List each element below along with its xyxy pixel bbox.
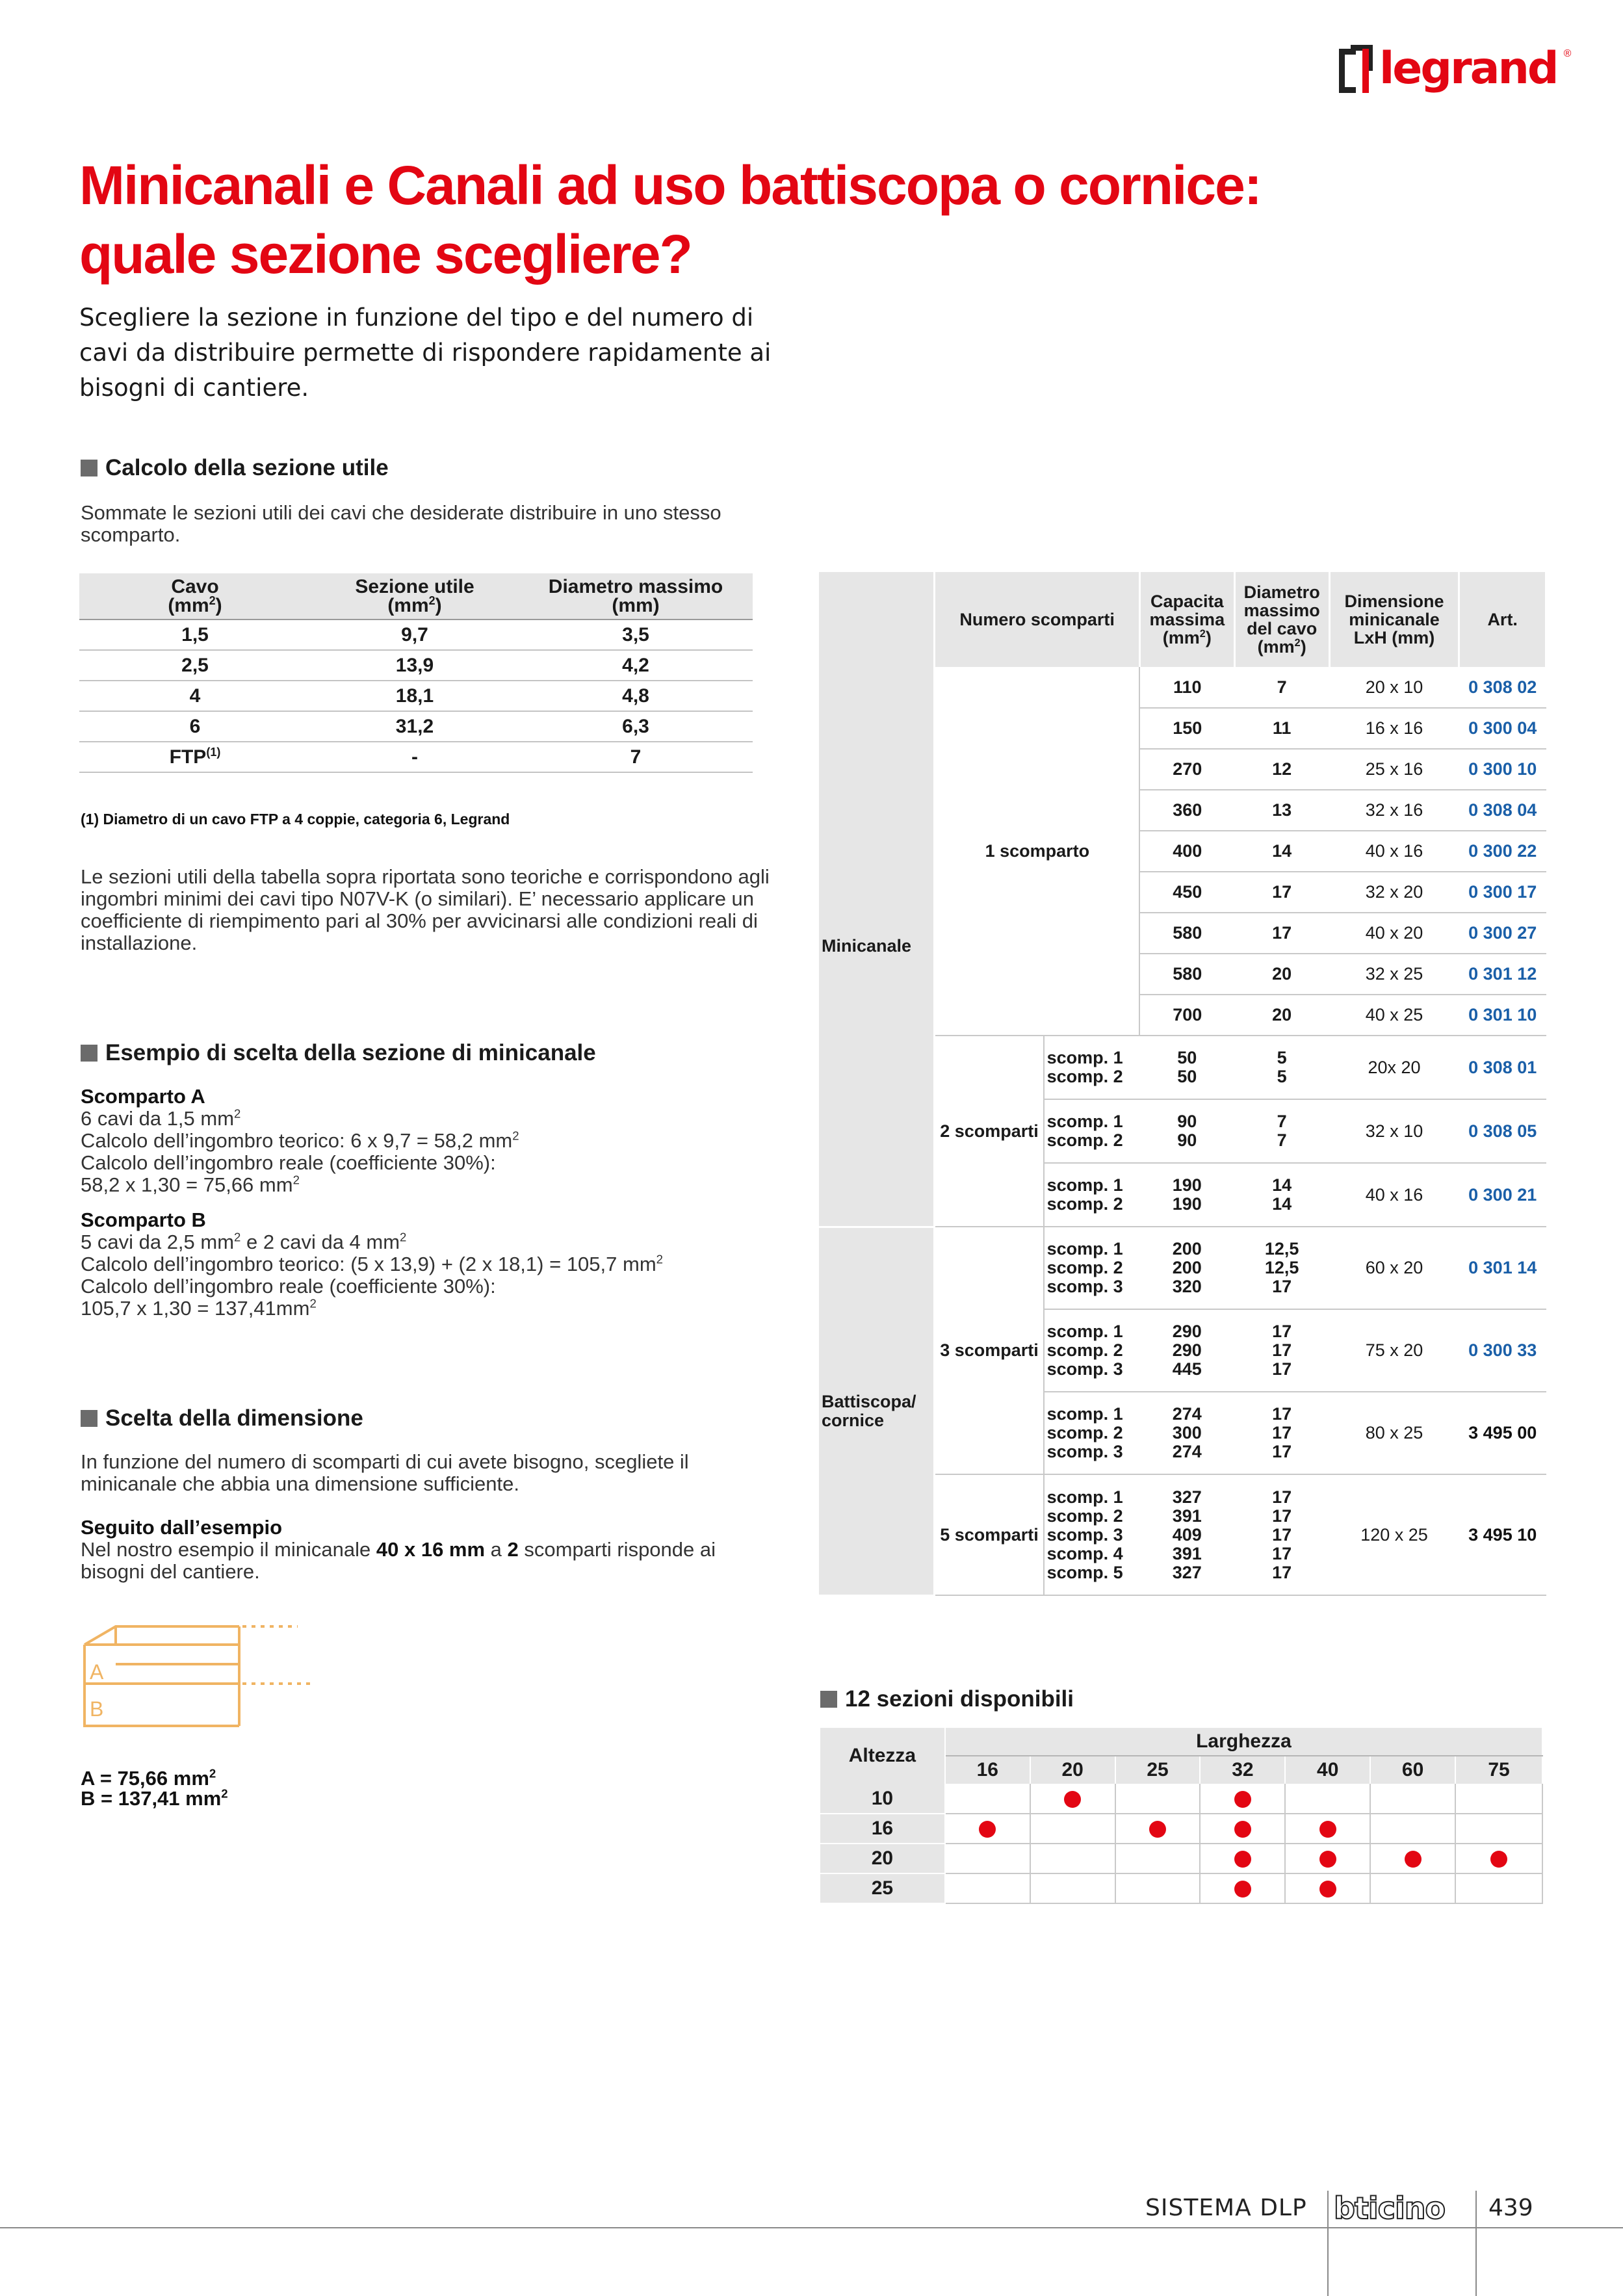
three-scomparti-label: 3 scomparti xyxy=(935,1227,1044,1474)
available-dot-icon xyxy=(979,1821,996,1838)
page-title-line1: Minicanali e Canali ad uso battiscopa o cornice: xyxy=(79,155,1261,216)
sezioni-table xyxy=(820,1728,1543,1904)
available-dot-icon xyxy=(1234,1881,1251,1898)
available-dot-icon xyxy=(1234,1791,1251,1808)
height-label: 25 xyxy=(820,1873,945,1903)
five-scomparti-label: 5 scomparti xyxy=(935,1474,1044,1595)
page-number: 439 xyxy=(1488,2195,1533,2221)
footer-divider xyxy=(0,2227,1623,2228)
article-code: 0 308 05 xyxy=(1459,1099,1546,1163)
availability-cell xyxy=(945,1844,1030,1873)
col-header-diametro: Diametro massimo (mm) xyxy=(519,573,753,620)
table-row xyxy=(820,1873,1542,1903)
table-row: 270 12 25 x 16 0 300 10 xyxy=(819,749,1546,790)
table-row xyxy=(820,1784,1542,1814)
two-scomparti-label: 2 scomparti xyxy=(935,1036,1044,1227)
table-row xyxy=(820,1844,1542,1873)
table-row: 700 20 40 x 25 0 301 10 xyxy=(819,995,1546,1036)
availability-cell xyxy=(1030,1873,1115,1903)
article-code: 0 308 01 xyxy=(1459,1036,1546,1099)
table-row: 2,5 13,9 4,2 xyxy=(79,650,753,681)
article-code: 0 308 02 xyxy=(1459,667,1546,708)
availability-cell xyxy=(1285,1873,1370,1903)
col-header-numero: Numero scomparti xyxy=(935,572,1140,667)
available-dot-icon xyxy=(1319,1881,1336,1898)
calcolo-text: Sommate le sezioni utili dei cavi che desiderate distribuire in uno stesso scomparto. xyxy=(81,501,721,546)
table-row: 450 17 32 x 20 0 300 17 xyxy=(819,872,1546,913)
article-code: 0 300 21 xyxy=(1459,1163,1546,1227)
table-row: 580 17 40 x 20 0 300 27 xyxy=(819,913,1546,954)
availability-cell xyxy=(945,1873,1030,1903)
availability-cell xyxy=(945,1784,1030,1814)
availability-cell xyxy=(945,1814,1030,1844)
available-dot-icon xyxy=(1234,1821,1251,1838)
illustration-results: A = 75,66 $mm^2$ B = 137,41 $mm^2$ xyxy=(81,1766,228,1810)
availability-cell xyxy=(1115,1844,1201,1873)
width-header: 60 xyxy=(1370,1756,1455,1784)
legrand-wordmark: legrand xyxy=(1379,43,1557,94)
table-row: scomp. 1 scomp. 2 scomp. 3 274 300 274 17 17 17 80 x 25 3 495 00 xyxy=(819,1392,1546,1474)
article-code: 0 301 12 xyxy=(1459,954,1546,995)
col-header-larghezza: Larghezza xyxy=(945,1728,1542,1756)
scomparto-a-title: Scomparto A xyxy=(81,1085,205,1108)
col-header-dimensione: Dimensione minicanale LxH (mm) xyxy=(1329,572,1459,667)
availability-cell xyxy=(1115,1873,1201,1903)
square-bullet-icon xyxy=(81,1410,97,1427)
table-row: Minicanale 1 scomparto 110 7 20 x 10 0 308 02 xyxy=(819,667,1546,708)
footer-vdivider xyxy=(1475,2191,1477,2296)
availability-cell xyxy=(1200,1814,1285,1844)
availability-cell xyxy=(1200,1873,1285,1903)
sezioni-heading: 12 sezioni disponibili xyxy=(820,1686,1074,1712)
esempio-heading: Esempio di scelta della sezione di minicanale xyxy=(81,1040,596,1066)
table-row: 4 18,1 4,8 xyxy=(79,681,753,711)
availability-cell xyxy=(1285,1814,1370,1844)
width-header: 40 xyxy=(1285,1756,1370,1784)
col-header-art: Art. xyxy=(1459,572,1546,667)
available-dot-icon xyxy=(1490,1851,1507,1868)
availability-cell xyxy=(1455,1814,1542,1844)
availability-cell xyxy=(1030,1844,1115,1873)
availability-cell xyxy=(1455,1844,1542,1873)
col-header-capacita: Capacita massima $(mm^2)$ xyxy=(1139,572,1234,667)
table-row: 400 14 40 x 16 0 300 22 xyxy=(819,831,1546,872)
scelta-text: In funzione del numero di scomparti di cui avete bisogno, scegliete il minicanale che abbia una dimensione sufficiente. xyxy=(81,1450,689,1495)
minicanali-table xyxy=(819,572,1547,1597)
one-scomparto-label: 1 scomparto xyxy=(935,667,1140,1036)
col-header-altezza: Altezza xyxy=(820,1728,945,1784)
availability-cell xyxy=(1030,1784,1115,1814)
square-bullet-icon xyxy=(81,1045,97,1062)
table-row: 2 scomparti scomp. 1 scomp. 2 50 50 5 5 20x 20 0 308 01 xyxy=(819,1036,1546,1099)
label-a: A xyxy=(90,1660,104,1684)
availability-cell xyxy=(1200,1784,1285,1814)
availability-cell xyxy=(1285,1784,1370,1814)
table-row: scomp. 1 scomp. 2 scomp. 3 290 290 445 17 17 17 75 x 20 0 300 33 xyxy=(819,1309,1546,1392)
table-row: 1,5 9,7 3,5 xyxy=(79,620,753,650)
group-minicanale: Minicanale xyxy=(819,667,935,1227)
available-dot-icon xyxy=(1064,1791,1081,1808)
availability-cell xyxy=(1285,1844,1370,1873)
legrand-mark-icon xyxy=(1339,45,1373,93)
article-code: 0 301 10 xyxy=(1459,995,1546,1036)
available-dot-icon xyxy=(1405,1851,1422,1868)
height-label: 16 xyxy=(820,1814,945,1844)
table-row: 5 scomparti scomp. 1 scomp. 2 scomp. 3 scomp. 4 scomp. 5 327 391 409 391 327 17 17 17 17 17 120 x 25 3 495 10 xyxy=(819,1474,1546,1595)
col-header-cavo: Cavo $(mm^2)$ xyxy=(79,573,311,620)
ftp-footnote: (1) Diametro di un cavo FTP a 4 coppie, categoria 6, Legrand xyxy=(81,811,510,828)
available-dot-icon xyxy=(1234,1851,1251,1868)
table-row: scomp. 1 scomp. 2 90 90 7 7 32 x 10 0 308 05 xyxy=(819,1099,1546,1163)
square-bullet-icon xyxy=(81,460,97,476)
article-code: 0 301 14 xyxy=(1459,1227,1546,1309)
page-title xyxy=(79,151,1314,289)
width-header: 25 xyxy=(1115,1756,1201,1784)
availability-cell xyxy=(1370,1844,1455,1873)
scomparto-b-title: Scomparto B xyxy=(81,1208,206,1231)
table-row: 6 31,2 6,3 xyxy=(79,711,753,742)
article-code: 0 300 10 xyxy=(1459,749,1546,790)
calcolo-heading: Calcolo della sezione utile xyxy=(81,455,389,481)
square-bullet-icon xyxy=(820,1691,837,1708)
minicanale-illustration xyxy=(77,1619,324,1736)
legrand-logo xyxy=(1339,43,1571,94)
col-header-group xyxy=(819,572,935,667)
width-header: 32 xyxy=(1200,1756,1285,1784)
bticino-logo: bticino xyxy=(1334,2191,1446,2226)
availability-cell xyxy=(1200,1844,1285,1873)
article-code: 0 300 17 xyxy=(1459,872,1546,913)
footer-sistema: SISTEMA DLP xyxy=(1145,2195,1307,2221)
group-battiscopa: Battiscopa/ cornice xyxy=(819,1227,935,1595)
available-dot-icon xyxy=(1319,1851,1336,1868)
article-code: 0 300 22 xyxy=(1459,831,1546,872)
footer-vdivider xyxy=(1327,2191,1329,2296)
availability-cell xyxy=(1115,1814,1201,1844)
availability-cell xyxy=(1030,1814,1115,1844)
page-title-line2: quale sezione scegliere? xyxy=(79,224,692,285)
article-code: 0 300 27 xyxy=(1459,913,1546,954)
width-header: 16 xyxy=(945,1756,1030,1784)
col-header-sezione: Sezione utile $(mm^2)$ xyxy=(311,573,519,620)
col-header-diametro: Diametro massimo del cavo $(mm^2)$ xyxy=(1234,572,1329,667)
table-row: scomp. 1 scomp. 2 190 190 14 14 40 x 16 0 300 21 xyxy=(819,1163,1546,1227)
height-label: 10 xyxy=(820,1784,945,1814)
seguito-block: Seguito dall’esempio Nel nostro esempio il minicanale 40 x 16 mm a 2 scomparti risponde ai bisogni del cantiere. xyxy=(81,1516,716,1583)
article-code: 0 300 33 xyxy=(1459,1309,1546,1392)
table-row: 150 11 16 x 16 0 300 04 xyxy=(819,708,1546,749)
intro-text: Scegliere la sezione in funzione del tipo e del numero di cavi da distribuire permette di rispondere rapidamente ai bisogni di cantiere. xyxy=(79,304,772,402)
available-dot-icon xyxy=(1149,1821,1166,1838)
registered-mark: ® xyxy=(1563,48,1572,59)
calcolo-text2: Le sezioni utili della tabella sopra riportata sono teoriche e corrispondono agli ingombri minimi dei cavi tipo N07V-K (o similari). E’ necessario applicare un coefficiente di riempimento pari al 30% per avvicinarsi alle condizioni reali di installazione. xyxy=(81,865,770,954)
label-b: B xyxy=(90,1697,104,1721)
availability-cell xyxy=(1455,1784,1542,1814)
availability-cell xyxy=(1115,1784,1201,1814)
scelta-heading: Scelta della dimensione xyxy=(81,1405,363,1431)
article-code: 3 495 10 xyxy=(1459,1474,1546,1595)
height-label: 20 xyxy=(820,1844,945,1873)
width-header: 20 xyxy=(1030,1756,1115,1784)
table-row: 580 20 32 x 25 0 301 12 xyxy=(819,954,1546,995)
table-row: Battiscopa/ cornice 3 scomparti scomp. 1 scomp. 2 scomp. 3 200 200 320 12,5 12,5 17 60 x 20 0 301 14 xyxy=(819,1227,1546,1309)
article-code: 3 495 00 xyxy=(1459,1392,1546,1474)
table-row: 360 13 32 x 16 0 308 04 xyxy=(819,790,1546,831)
esempio-block: Scomparto A 6 cavi da 1,5 $mm^2$ Calcolo dell’ingombro teorico: 6 x 9,7 = 58,2 $mm^2$ Calcolo dell’ingombro reale (coefficiente 30%): 58,2 x 1,30 = 75,66 $mm^2$ Scomparto B 5 cavi da 2,5 $mm^2$ e 2 cavi da 4 $mm^2$ Calcolo dell’ingombro teorico: (5 x 13,9) + (2 x 18,1) = 105,7 $mm^2$ Calcolo dell’ingombro reale (coefficiente 30%): 105,7 x $1,30 = 137,41mm^2$ xyxy=(81,1085,663,1320)
article-code: 0 308 04 xyxy=(1459,790,1546,831)
width-header: 75 xyxy=(1455,1756,1542,1784)
availability-cell xyxy=(1370,1784,1455,1814)
sezione-utile-table xyxy=(79,573,753,773)
availability-cell xyxy=(1455,1873,1542,1903)
article-code: 0 300 04 xyxy=(1459,708,1546,749)
available-dot-icon xyxy=(1319,1821,1336,1838)
availability-cell xyxy=(1370,1873,1455,1903)
table-row: FTP$^{(1)}$ - 7 xyxy=(79,742,753,772)
availability-cell xyxy=(1370,1814,1455,1844)
table-row xyxy=(820,1814,1542,1844)
